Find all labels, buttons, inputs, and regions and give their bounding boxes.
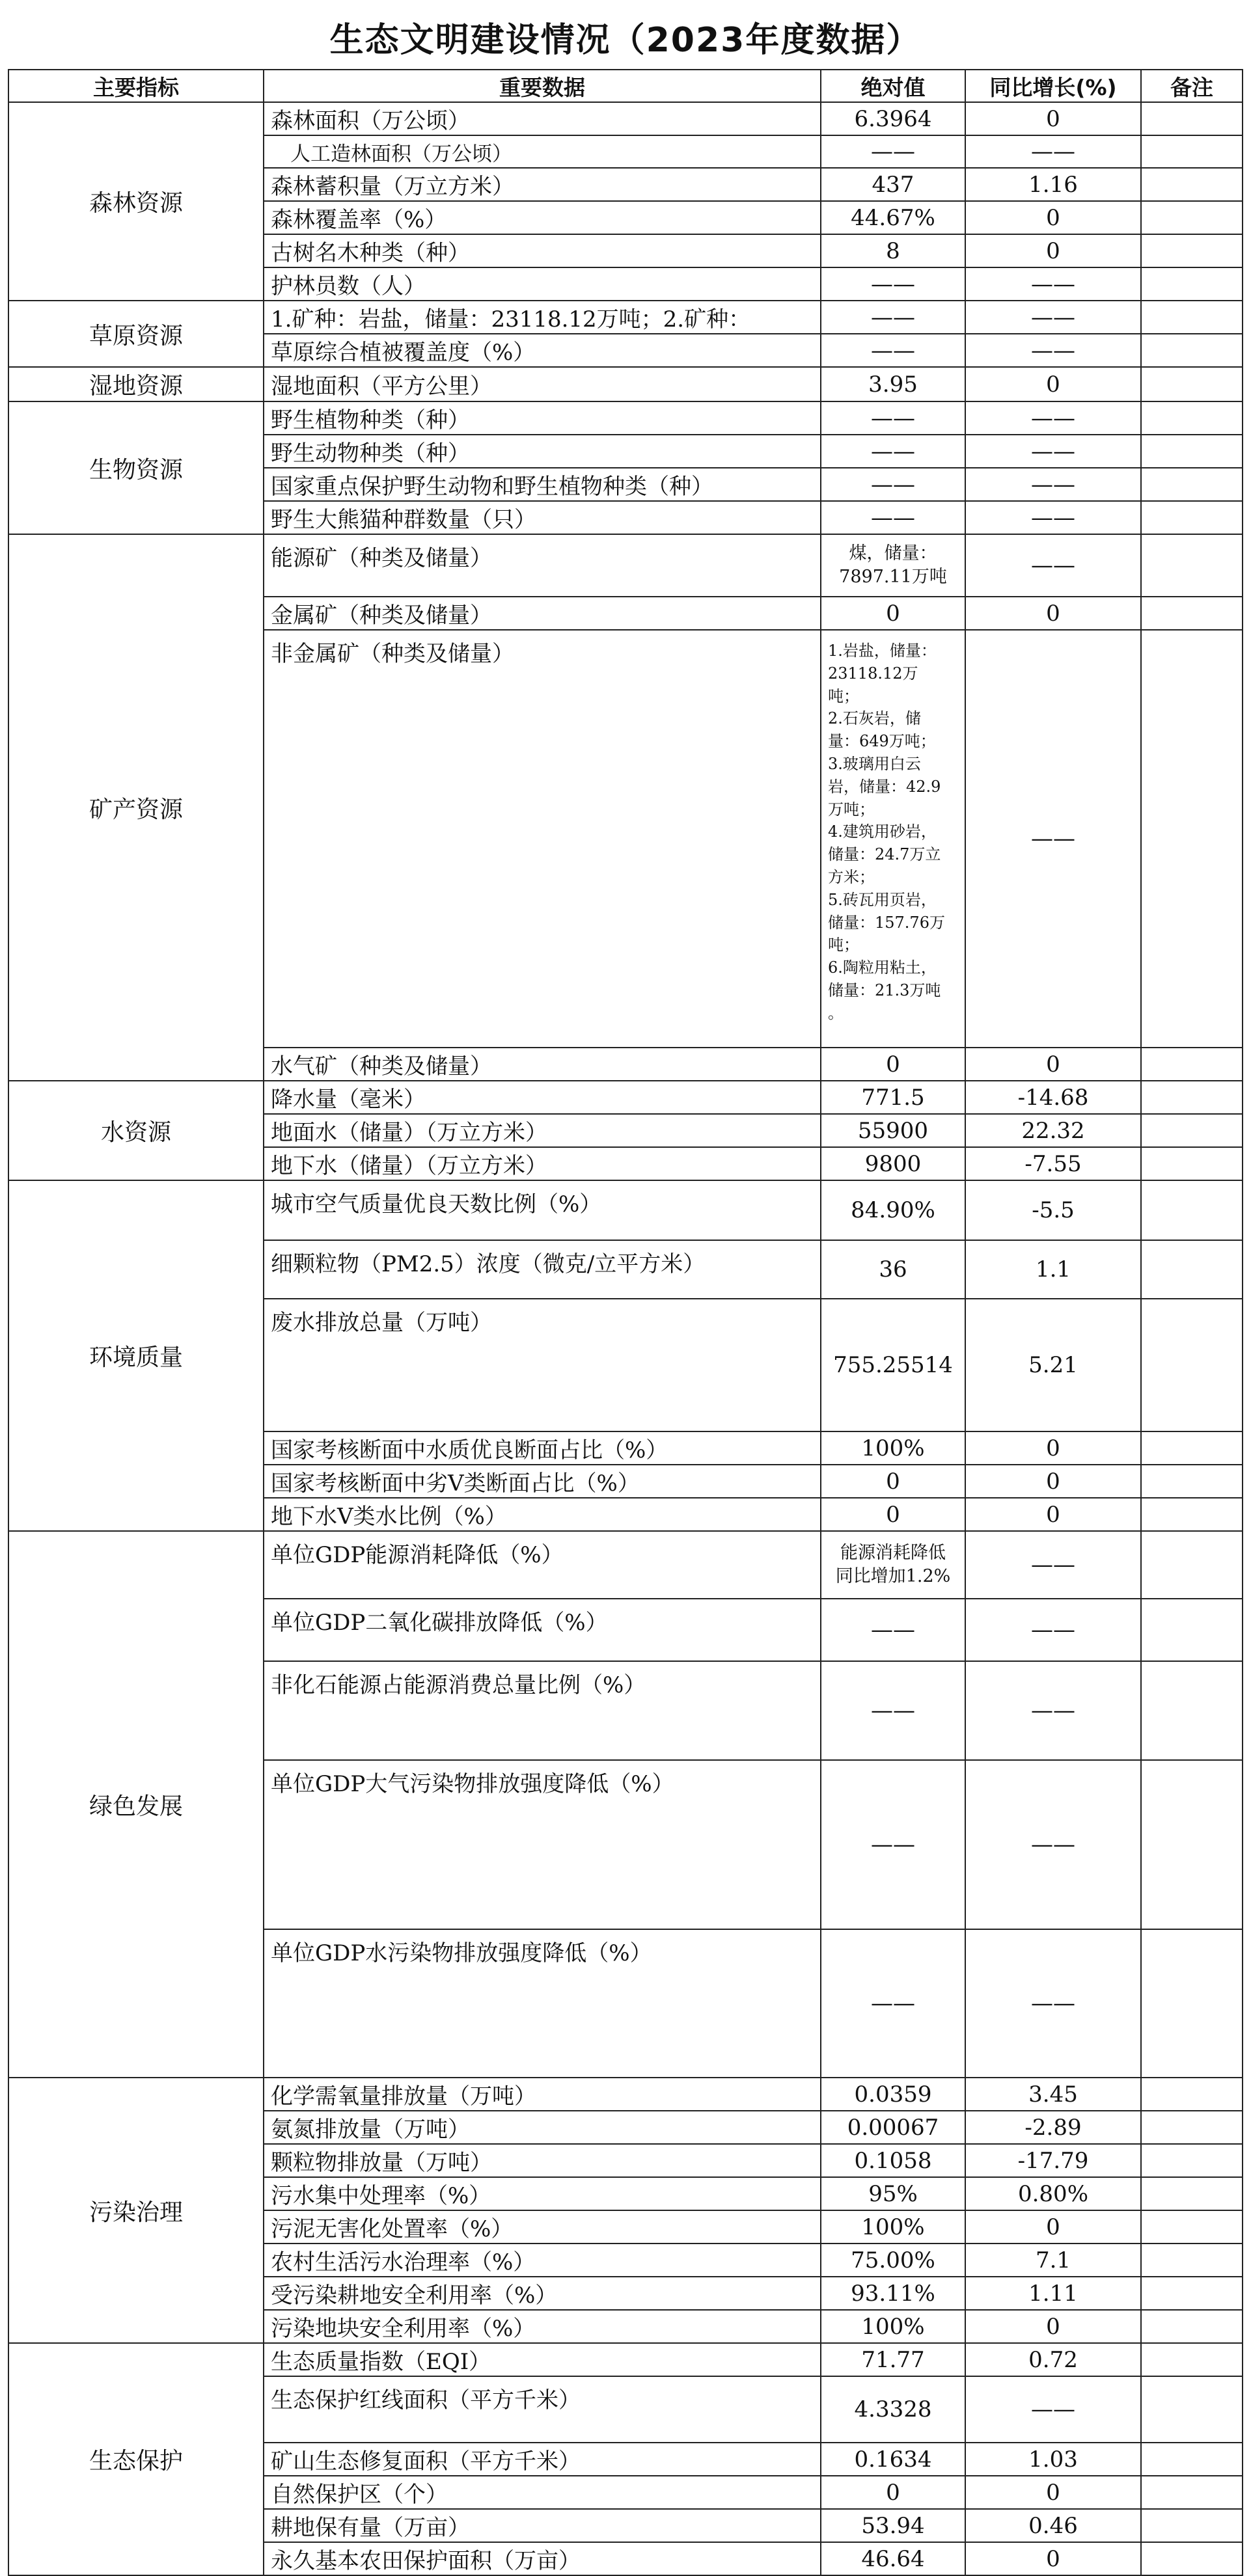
absolute-value-cell: —— (821, 135, 965, 168)
indicator-cell: 森林蓄积量（万立方米） (264, 168, 821, 201)
remarks-cell (1141, 2376, 1243, 2443)
remarks-cell (1141, 2509, 1243, 2542)
remarks-cell (1141, 1531, 1243, 1599)
remarks-cell (1141, 1465, 1243, 1498)
absolute-value-cell: —— (821, 1929, 965, 2078)
yoy-growth-cell: —— (965, 301, 1141, 334)
absolute-value-cell: 3.95 (821, 367, 965, 401)
absolute-value-cell: 8 (821, 234, 965, 267)
document-title: 生态文明建设情况（2023年度数据） (329, 21, 922, 60)
table-row (8, 1180, 1243, 1240)
absolute-value-cell: 6.3964 (821, 102, 965, 135)
table-row (8, 534, 1243, 597)
absolute-value-cell: 93.11% (821, 2277, 965, 2310)
remarks-cell (1141, 2277, 1243, 2310)
yoy-growth-cell: 0 (965, 234, 1141, 267)
yoy-growth-cell: 1.03 (965, 2443, 1141, 2476)
remarks-cell (1141, 1048, 1243, 1081)
remarks-cell (1141, 468, 1243, 501)
indicator-cell: 耕地保有量（万亩） (264, 2509, 821, 2542)
indicator-cell: 地下水（储量）（万立方米） (264, 1147, 821, 1180)
indicator-cell: 细颗粒物（PM2.5）浓度（微克/立平方米） (264, 1240, 821, 1299)
ecology-data-table (8, 69, 1243, 2576)
remarks-cell (1141, 401, 1243, 435)
remarks-cell (1141, 1299, 1243, 1431)
remarks-cell (1141, 1147, 1243, 1180)
remarks-cell (1141, 2343, 1243, 2376)
category-cell: 生态保护 (8, 2343, 264, 2575)
yoy-growth-cell: —— (965, 630, 1141, 1048)
remarks-cell (1141, 102, 1243, 135)
category-cell: 环境质量 (8, 1180, 264, 1531)
remarks-cell (1141, 2078, 1243, 2111)
absolute-value-cell: 0 (821, 1465, 965, 1498)
indicator-cell: 矿山生态修复面积（平方千米） (264, 2443, 821, 2476)
yoy-growth-cell: 0 (965, 2476, 1141, 2509)
table-row (8, 2078, 1243, 2111)
yoy-growth-cell: —— (965, 1599, 1141, 1661)
remarks-cell (1141, 2210, 1243, 2244)
table-header-row (8, 70, 1243, 102)
indicator-cell: 国家考核断面中水质优良断面占比（%） (264, 1431, 821, 1465)
indicator-cell: 非化石能源占能源消费总量比例（%） (264, 1661, 821, 1760)
indicator-cell: 污水集中处理率（%） (264, 2177, 821, 2210)
absolute-value-cell: 44.67% (821, 201, 965, 234)
remarks-cell (1141, 2310, 1243, 2343)
indicator-cell: 地面水（储量）（万立方米） (264, 1114, 821, 1147)
yoy-growth-cell: 0 (965, 201, 1141, 234)
table-row (8, 401, 1243, 435)
remarks-cell (1141, 2144, 1243, 2177)
indicator-cell: 城市空气质量优良天数比例（%） (264, 1180, 821, 1240)
remarks-cell (1141, 1081, 1243, 1114)
absolute-value-cell: 46.64 (821, 2542, 965, 2575)
yoy-growth-cell: —— (965, 267, 1141, 301)
indicator-cell: 受污染耕地安全利用率（%） (264, 2277, 821, 2310)
table-row (8, 1081, 1243, 1114)
absolute-value-cell: 755.25514 (821, 1299, 965, 1431)
indicator-cell: 野生动物种类（种） (264, 435, 821, 468)
yoy-growth-cell: —— (965, 334, 1141, 367)
absolute-value-cell: 0 (821, 2476, 965, 2509)
yoy-growth-cell: 0 (965, 1498, 1141, 1531)
absolute-value-cell: 0 (821, 1048, 965, 1081)
indicator-cell: 单位GDP水污染物排放强度降低（%） (264, 1929, 821, 2078)
indicator-cell: 1.矿种：岩盐，储量：23118.12万吨；2.矿种： (264, 301, 821, 334)
remarks-cell (1141, 168, 1243, 201)
indicator-cell: 草原综合植被覆盖度（%） (264, 334, 821, 367)
absolute-value-cell: —— (821, 1599, 965, 1661)
yoy-growth-cell: 7.1 (965, 2244, 1141, 2277)
remarks-cell (1141, 597, 1243, 630)
remarks-cell (1141, 201, 1243, 234)
indicator-cell: 水气矿（种类及储量） (264, 1048, 821, 1081)
indicator-cell: 单位GDP大气污染物排放强度降低（%） (264, 1760, 821, 1929)
yoy-growth-cell: 1.1 (965, 1240, 1141, 1299)
indicator-cell: 农村生活污水治理率（%） (264, 2244, 821, 2277)
absolute-value-cell: 0.1634 (821, 2443, 965, 2476)
absolute-value-cell: 75.00% (821, 2244, 965, 2277)
yoy-growth-cell: 0 (965, 1465, 1141, 1498)
indicator-cell: 颗粒物排放量（万吨） (264, 2144, 821, 2177)
category-cell: 矿产资源 (8, 534, 264, 1081)
absolute-value-cell: —— (821, 301, 965, 334)
category-cell: 水资源 (8, 1081, 264, 1180)
absolute-value-cell: —— (821, 267, 965, 301)
remarks-cell (1141, 2476, 1243, 2509)
remarks-cell (1141, 1180, 1243, 1240)
table-row (8, 102, 1243, 135)
remarks-cell (1141, 301, 1243, 334)
table-row (8, 2343, 1243, 2376)
indicator-cell: 地下水V类水比例（%） (264, 1498, 821, 1531)
remarks-cell (1141, 1760, 1243, 1929)
remarks-cell (1141, 2177, 1243, 2210)
indicator-cell: 生态质量指数（EQI） (264, 2343, 821, 2376)
header-main-indicator: 主要指标 (8, 70, 264, 102)
absolute-value-cell: —— (821, 435, 965, 468)
yoy-growth-cell: —— (965, 1661, 1141, 1760)
yoy-growth-cell: 0 (965, 1048, 1141, 1081)
yoy-growth-cell: 0 (965, 1431, 1141, 1465)
yoy-growth-cell: 0 (965, 367, 1141, 401)
yoy-growth-cell: 0.46 (965, 2509, 1141, 2542)
indicator-cell: 古树名木种类（种） (264, 234, 821, 267)
absolute-value-cell: 100% (821, 1431, 965, 1465)
remarks-cell (1141, 334, 1243, 367)
indicator-cell: 废水排放总量（万吨） (264, 1299, 821, 1431)
yoy-growth-cell: -17.79 (965, 2144, 1141, 2177)
absolute-value-cell: 煤，储量： 7897.11万吨 (821, 534, 965, 597)
absolute-value-cell: 0.1058 (821, 2144, 965, 2177)
absolute-value-cell: 4.3328 (821, 2376, 965, 2443)
table-row (8, 1531, 1243, 1599)
header-key-data: 重要数据 (264, 70, 821, 102)
yoy-growth-cell: —— (965, 135, 1141, 168)
indicator-cell: 污泥无害化处置率（%） (264, 2210, 821, 2244)
absolute-value-cell: 0.00067 (821, 2111, 965, 2144)
header-remarks: 备注 (1141, 70, 1243, 102)
yoy-growth-cell: 0 (965, 102, 1141, 135)
absolute-value-cell: 0 (821, 1498, 965, 1531)
absolute-value-cell: 771.5 (821, 1081, 965, 1114)
indicator-cell: 自然保护区（个） (264, 2476, 821, 2509)
table-row (8, 367, 1243, 401)
absolute-value-cell: 53.94 (821, 2509, 965, 2542)
yoy-growth-cell: —— (965, 435, 1141, 468)
table-body (8, 102, 1243, 2575)
remarks-cell (1141, 1929, 1243, 2078)
absolute-value-cell: 71.77 (821, 2343, 965, 2376)
absolute-value-cell: 55900 (821, 1114, 965, 1147)
indicator-cell: 永久基本农田保护面积（万亩） (264, 2542, 821, 2575)
yoy-growth-cell: 1.11 (965, 2277, 1141, 2310)
remarks-cell (1141, 1599, 1243, 1661)
remarks-cell (1141, 1431, 1243, 1465)
remarks-cell (1141, 234, 1243, 267)
absolute-value-cell: 0.0359 (821, 2078, 965, 2111)
indicator-cell: 降水量（毫米） (264, 1081, 821, 1114)
yoy-growth-cell: 0.80% (965, 2177, 1141, 2210)
indicator-cell: 森林面积（万公顷） (264, 102, 821, 135)
indicator-cell: 护林员数（人） (264, 267, 821, 301)
yoy-growth-cell: 3.45 (965, 2078, 1141, 2111)
indicator-cell: 国家重点保护野生动物和野生植物种类（种） (264, 468, 821, 501)
indicator-cell: 单位GDP二氧化碳排放降低（%） (264, 1599, 821, 1661)
remarks-cell (1141, 267, 1243, 301)
indicator-cell: 野生大熊猫种群数量（只） (264, 501, 821, 534)
table-row (8, 301, 1243, 334)
header-yoy-growth: 同比增长(%) (965, 70, 1141, 102)
absolute-value-cell: 100% (821, 2210, 965, 2244)
indicator-cell: 国家考核断面中劣V类断面占比（%） (264, 1465, 821, 1498)
absolute-value-cell: —— (821, 334, 965, 367)
category-cell: 草原资源 (8, 301, 264, 367)
yoy-growth-cell: —— (965, 534, 1141, 597)
indicator-cell: 化学需氧量排放量（万吨） (264, 2078, 821, 2111)
absolute-value-cell: 0 (821, 597, 965, 630)
yoy-growth-cell: 0 (965, 597, 1141, 630)
yoy-growth-cell: —— (965, 2376, 1141, 2443)
remarks-cell (1141, 135, 1243, 168)
yoy-growth-cell: 0 (965, 2210, 1141, 2244)
absolute-value-cell: 36 (821, 1240, 965, 1299)
remarks-cell (1141, 1114, 1243, 1147)
indicator-cell: 野生植物种类（种） (264, 401, 821, 435)
yoy-growth-cell: -7.55 (965, 1147, 1141, 1180)
remarks-cell (1141, 367, 1243, 401)
absolute-value-cell: 437 (821, 168, 965, 201)
indicator-cell: 氨氮排放量（万吨） (264, 2111, 821, 2144)
remarks-cell (1141, 2111, 1243, 2144)
remarks-cell (1141, 1661, 1243, 1760)
absolute-value-cell: 能源消耗降低 同比增加1.2% (821, 1531, 965, 1599)
remarks-cell (1141, 435, 1243, 468)
remarks-cell (1141, 2443, 1243, 2476)
absolute-value-cell: 9800 (821, 1147, 965, 1180)
indicator-cell: 生态保护红线面积（平方千米） (264, 2376, 821, 2443)
indicator-cell: 非金属矿（种类及储量） (264, 630, 821, 1048)
yoy-growth-cell: —— (965, 1929, 1141, 2078)
absolute-value-cell: 84.90% (821, 1180, 965, 1240)
indicator-cell: 能源矿（种类及储量） (264, 534, 821, 597)
yoy-growth-cell: -2.89 (965, 2111, 1141, 2144)
yoy-growth-cell: —— (965, 1531, 1141, 1599)
header-absolute-value: 绝对值 (821, 70, 965, 102)
indicator-cell: 森林覆盖率（%） (264, 201, 821, 234)
yoy-growth-cell: 0 (965, 2542, 1141, 2575)
indicator-cell: 污染地块安全利用率（%） (264, 2310, 821, 2343)
category-cell: 生物资源 (8, 401, 264, 534)
remarks-cell (1141, 534, 1243, 597)
remarks-cell (1141, 2542, 1243, 2575)
absolute-value-cell: 100% (821, 2310, 965, 2343)
yoy-growth-cell: —— (965, 468, 1141, 501)
category-cell: 森林资源 (8, 102, 264, 301)
yoy-growth-cell: 0.72 (965, 2343, 1141, 2376)
yoy-growth-cell: 0 (965, 2310, 1141, 2343)
yoy-growth-cell: -5.5 (965, 1180, 1141, 1240)
absolute-value-cell: 95% (821, 2177, 965, 2210)
category-cell: 湿地资源 (8, 367, 264, 401)
yoy-growth-cell: 5.21 (965, 1299, 1141, 1431)
absolute-value-cell: —— (821, 468, 965, 501)
yoy-growth-cell: -14.68 (965, 1081, 1141, 1114)
remarks-cell (1141, 501, 1243, 534)
remarks-cell (1141, 630, 1243, 1048)
yoy-growth-cell: 22.32 (965, 1114, 1141, 1147)
remarks-cell (1141, 1240, 1243, 1299)
remarks-cell (1141, 1498, 1243, 1531)
yoy-growth-cell: —— (965, 1760, 1141, 1929)
category-cell: 绿色发展 (8, 1531, 264, 2078)
yoy-growth-cell: —— (965, 501, 1141, 534)
absolute-value-cell: —— (821, 1760, 965, 1929)
indicator-cell: 金属矿（种类及储量） (264, 597, 821, 630)
yoy-growth-cell: —— (965, 401, 1141, 435)
absolute-value-cell: —— (821, 401, 965, 435)
absolute-value-cell: —— (821, 501, 965, 534)
absolute-value-cell: —— (821, 1661, 965, 1760)
category-cell: 污染治理 (8, 2078, 264, 2343)
remarks-cell (1141, 2244, 1243, 2277)
indicator-cell: 单位GDP能源消耗降低（%） (264, 1531, 821, 1599)
absolute-value-cell: 1.岩盐，储量： 23118.12万 吨； 2.石灰岩，储 量：649万吨； 3.玻璃用白云 岩，储量：42.9 万吨； 4.建筑用砂岩， 储量：24.7万立 方米； 5.砖瓦用页岩， 储量：157.76万 吨； 6.陶粒用粘土， 储量：21.3万吨 。 (821, 630, 965, 1048)
yoy-growth-cell: 1.16 (965, 168, 1141, 201)
indicator-cell: 人工造林面积（万公顷） (264, 135, 821, 168)
indicator-cell: 湿地面积（平方公里） (264, 367, 821, 401)
